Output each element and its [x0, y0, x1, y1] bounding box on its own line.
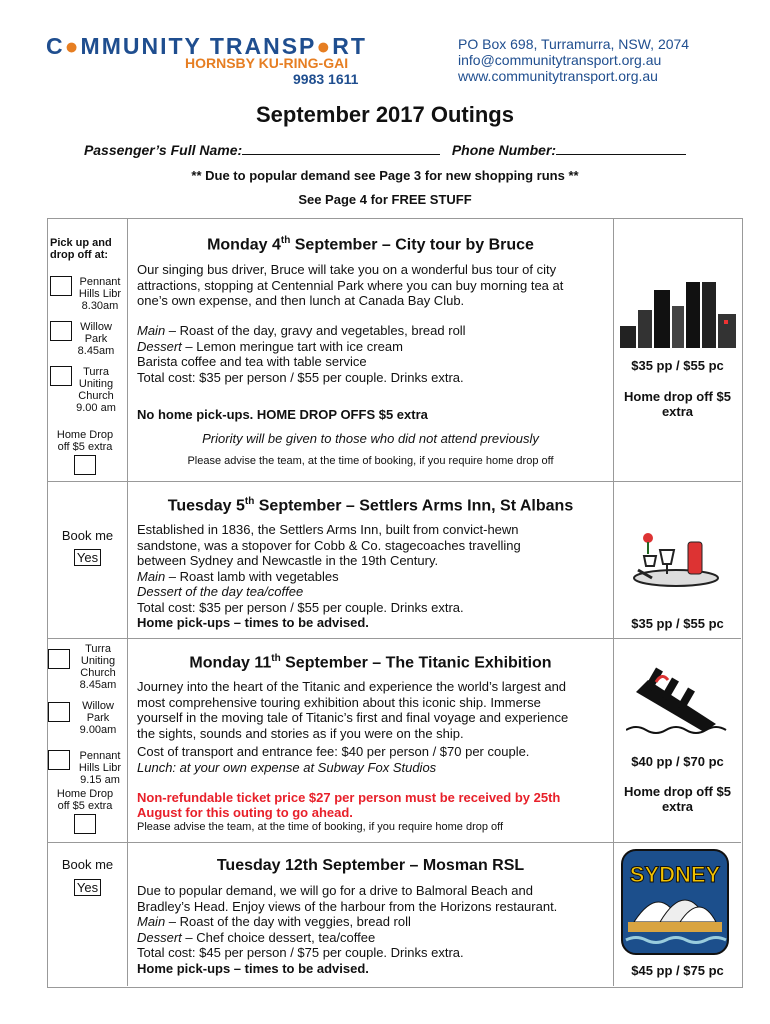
logo-title: C●MMUNITY TRANSP●RT — [46, 33, 367, 59]
pickup-checkbox[interactable] — [50, 276, 72, 296]
home-drop-label: Home Drop off $5 extra — [56, 429, 114, 453]
price-note: Home drop off $5 extra — [624, 784, 731, 814]
outing-title: Tuesday 5th September – Settlers Arms Inn, St Albans — [167, 496, 574, 515]
phone-field[interactable] — [556, 142, 686, 155]
email-link[interactable]: info@communitytransport.org.au — [458, 52, 662, 68]
price-label: $35 pp / $55 pc — [631, 358, 724, 373]
pickup-heading: Pick up and drop off at: — [50, 237, 112, 261]
pickup-location: Pennant Hills Libr 8.30am — [78, 276, 122, 312]
pickup-checkbox[interactable] — [50, 321, 72, 341]
outing-description: Due to popular demand, we will go for a drive to Balmoral Beach and Bradley’s Head. Enjoy views of the harbour from the Horizons restaurant. Main – Roast of the day with veggies, bread roll Dessert – Chef choice dessert, tea/coffee Total cost: $45 per person / $75 per couple. Drinks extra. Home pick-ups – times to be advised. — [137, 883, 558, 976]
phone-label: Phone Number: — [451, 142, 557, 158]
price-label: $45 pp / $75 pc — [631, 963, 724, 978]
yes-checkbox[interactable]: Yes — [48, 880, 127, 896]
row-divider — [47, 481, 741, 482]
logo-phone: 9983 1611 — [293, 71, 359, 87]
address: PO Box 698, Turramurra, NSW, 2074 — [458, 36, 690, 52]
pickup-checkbox[interactable] — [48, 649, 70, 669]
pickup-checkbox[interactable] — [50, 366, 72, 386]
book-me-label: Book me — [61, 857, 114, 872]
yes-checkbox[interactable]: Yes — [48, 550, 127, 566]
price-label: $40 pp / $70 pc — [631, 754, 724, 769]
pickup-checkbox[interactable] — [48, 750, 70, 770]
outing-description: Our singing bus driver, Bruce will take you on a wonderful bus tour of city attractions, stopping at Centennial Park where you can buy morning tea at one’s own expense, and then lunch at Canada Bay Club. — [137, 262, 564, 308]
contact-block — [458, 36, 689, 84]
priority-note: Priority will be given to those who did not attend previously — [202, 431, 539, 446]
outing-title: Monday 11th September – The Titanic Exhibition — [189, 653, 552, 672]
outing-title: Monday 4th September – City tour by Bruce — [207, 235, 534, 254]
nonrefundable-note: Non-refundable ticket price $27 per person must be received by 25th August for this outing to go ahead. — [137, 790, 561, 820]
advise-note: Please advise the team, at the time of booking, if you require home drop off — [187, 455, 554, 467]
home-drop-label: Home Drop off $5 extra — [56, 788, 114, 812]
no-pickup-note: No home pick-ups. HOME DROP OFFS $5 extra — [137, 407, 428, 422]
outing-menu: Main – Roast of the day, gravy and vegetables, bread roll Dessert – Lemon meringue tart with ice cream Barista coffee and tea with table service Total cost: $35 per person / $55 per couple. Drinks extra. — [137, 323, 466, 385]
name-field[interactable] — [242, 142, 440, 155]
website-link[interactable]: www.communitytransport.org.au — [458, 68, 658, 84]
passenger-form-line — [0, 142, 770, 158]
advise-note: Please advise the team, at the time of booking, if you require home drop off — [137, 821, 504, 833]
row-divider — [47, 842, 741, 843]
pickup-location: Willow Park 8.45am — [77, 321, 115, 357]
home-drop-checkbox[interactable] — [74, 814, 96, 834]
pickup-location: Willow Park 9.00am — [79, 700, 117, 736]
outing-description: Journey into the heart of the Titanic and experience the world’s largest and most comprehensive touring exhibition about this iconic ship. Immerse yourself in the moving tale of Titanic’s first and final voyage and experience the sights, sounds and stories as if you were on the ship. — [137, 679, 569, 741]
sydney-opera-house-icon — [620, 848, 730, 956]
page-title: September 2017 Outings — [256, 102, 514, 127]
sinking-ship-icon — [626, 652, 730, 742]
pickup-location: Turra Uniting Church 9.00 am — [76, 366, 116, 414]
city-skyline-icon — [620, 276, 738, 348]
price-note: Home drop off $5 extra — [624, 389, 731, 419]
column-divider — [613, 218, 614, 986]
outing-description: Established in 1836, the Settlers Arms Inn, built from convict-hewn sandstone, was a stopover for Cobb & Co. stagecoaches travelling between Sydney and Newcastle in the 19th Century. Main – Roast lamb with vegetables Dessert of the day tea/coffee Total cost: $35 per person / $55 per couple. Drinks extra. Home pick-ups – times to be advised. — [137, 522, 521, 630]
pickup-location: Pennant Hills Libr 9.15 am — [78, 750, 122, 786]
notice-free-stuff: See Page 4 for FREE STUFF — [298, 192, 472, 207]
sydney-logo-text: SYDNEY — [629, 862, 721, 887]
row-divider — [47, 638, 741, 639]
notice-shopping: ** Due to popular demand see Page 3 for new shopping runs ** — [191, 168, 579, 183]
book-me-label: Book me — [61, 528, 114, 543]
dining-table-icon — [630, 528, 726, 590]
pickup-location: Turra Uniting Church 8.45am — [79, 643, 117, 691]
name-label: Passenger’s Full Name: — [83, 142, 243, 158]
home-drop-checkbox[interactable] — [74, 455, 96, 475]
outing-cost: Cost of transport and entrance fee: $40 per person / $70 per couple. Lunch: at your own expense at Subway Fox Studios — [137, 744, 530, 775]
logo-subtitle: HORNSBY KU-RING-GAI — [185, 55, 349, 71]
outing-title: Tuesday 12th September – Mosman RSL — [216, 857, 525, 874]
pickup-checkbox[interactable] — [48, 702, 70, 722]
price-label: $35 pp / $55 pc — [631, 616, 724, 631]
